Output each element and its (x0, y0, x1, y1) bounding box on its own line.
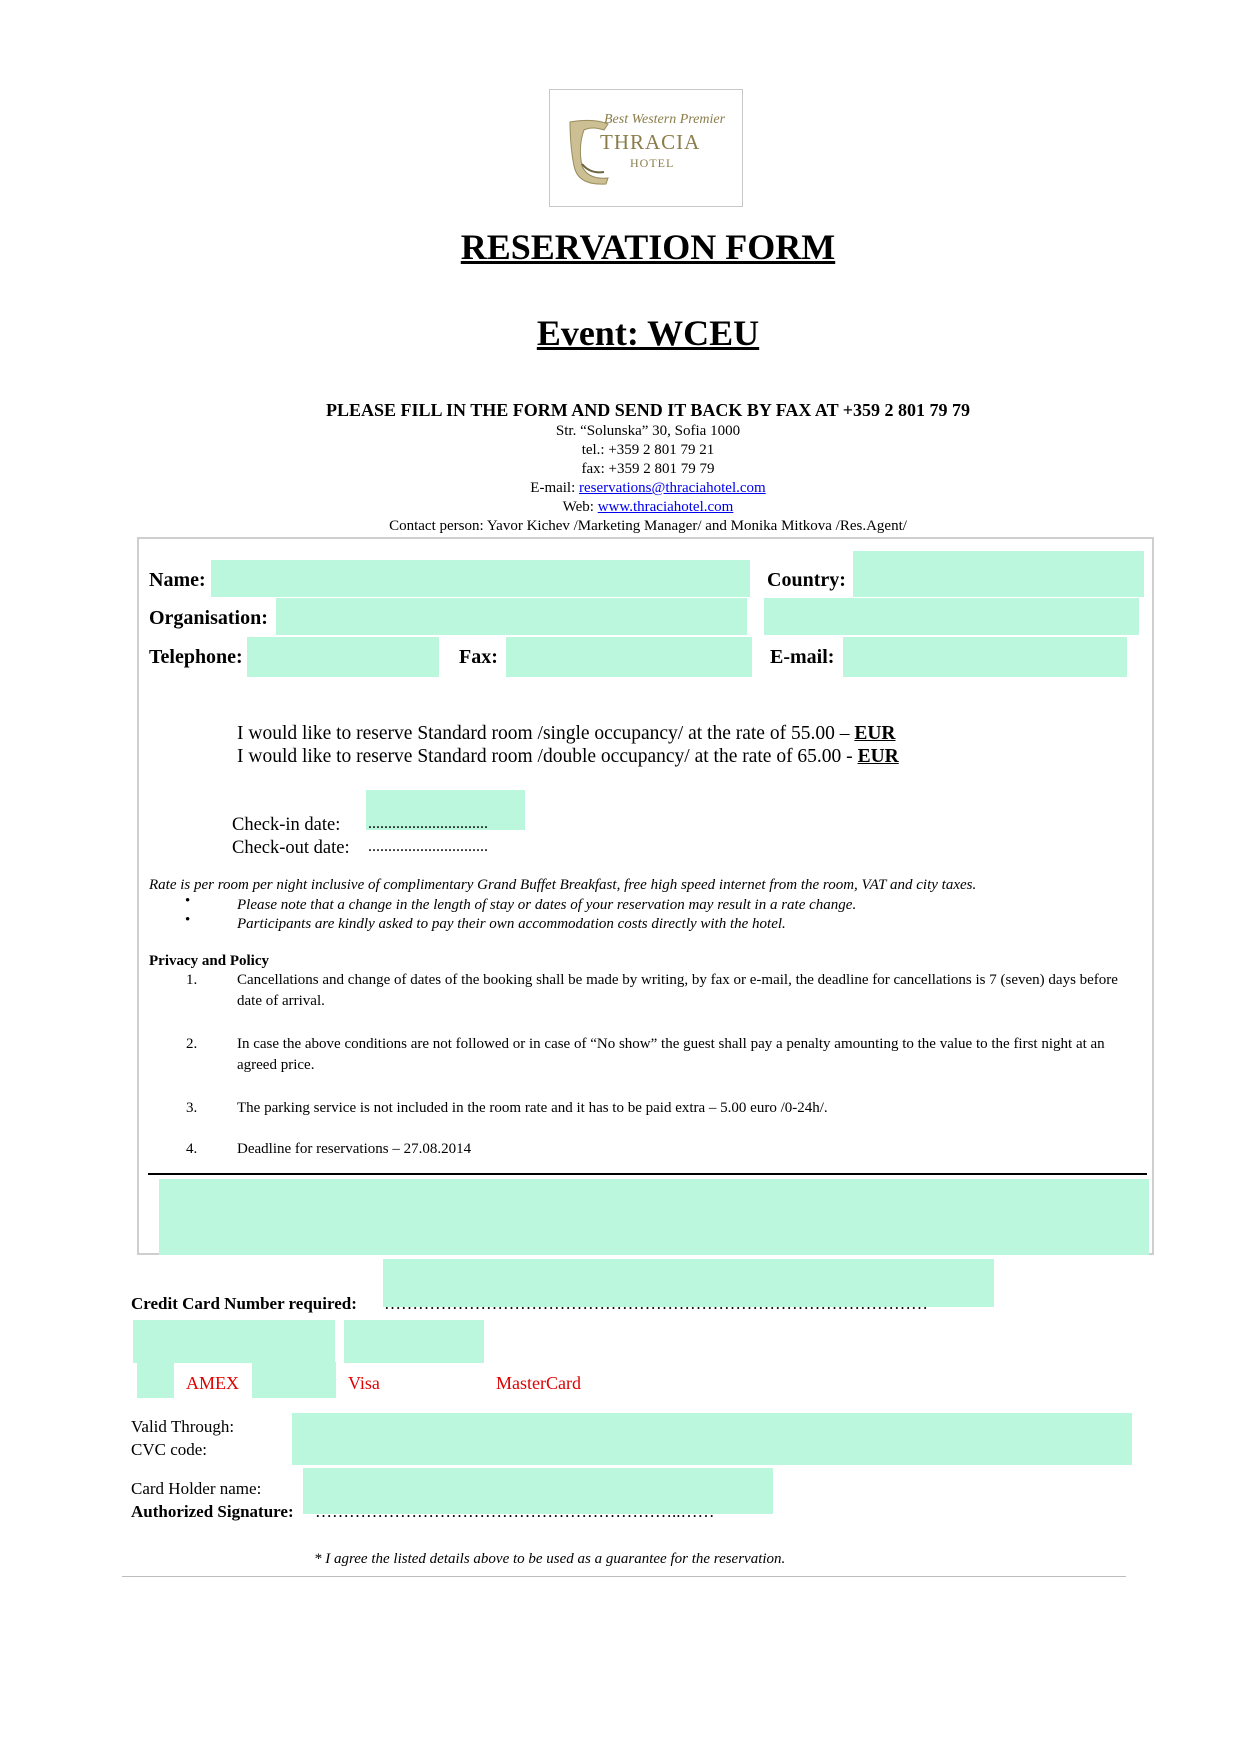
hotel-fax: fax: +359 2 801 79 79 (581, 461, 715, 477)
country-field[interactable] (853, 551, 1144, 597)
hotel-email-row (0, 479, 1239, 498)
card-extra-field-1[interactable] (133, 1320, 335, 1363)
cvc-label: CVC code: (131, 1440, 208, 1459)
policy-heading: Privacy and Policy (149, 953, 269, 969)
hotel-web-link[interactable]: www.thraciahotel.com (597, 499, 734, 515)
card-type-mastercard: MasterCard (496, 1373, 581, 1393)
signature-dots: ………………………………………………………..…… (315, 1502, 715, 1521)
double-rate-line (237, 746, 899, 768)
single-rate-line (237, 723, 896, 745)
country-label: Country: (767, 569, 846, 591)
hotel-email-label: E-mail: (530, 480, 580, 496)
card-holder-label: Card Holder name: (131, 1479, 262, 1498)
amex-checkbox[interactable] (137, 1362, 174, 1398)
telephone-field[interactable] (247, 637, 439, 677)
organisation-label: Organisation: (149, 607, 268, 629)
hotel-tel: tel.: +359 2 801 79 21 (581, 442, 715, 458)
policy-text-2: In case the above conditions are not followed or in case of “No show” the guest shall pay a penalty amounting to the value to the first night at an agreed price. (237, 1036, 1105, 1073)
policy-num-4: 4. (186, 1141, 198, 1157)
policy-num-1: 1. (186, 972, 198, 988)
note-bullet-1: Please note that a change in the length of stay or dates of your reservation may result in a rate change. (237, 897, 857, 913)
agreement-note: * I agree the listed details above to be used as a guarantee for the reservation. (314, 1551, 786, 1567)
name-label: Name: (149, 569, 206, 591)
fax-field[interactable] (506, 637, 752, 677)
credit-card-label: Credit Card Number required: (131, 1294, 357, 1313)
rate-info: Rate is per room per night inclusive of complimentary Grand Buffet Breakfast, free high speed internet from the room, VAT and city taxes. (149, 877, 977, 893)
card-extra-field-2[interactable] (344, 1320, 484, 1363)
checkout-dots: .............................. (368, 838, 488, 855)
policy-divider (148, 1173, 1147, 1175)
valid-cvc-field[interactable] (292, 1413, 1132, 1465)
policy-text-3: The parking service is not included in the room rate and it has to be paid extra – 5.00 euro /0-24h/. (237, 1100, 828, 1116)
policy-text-4: Deadline for reservations – 27.08.2014 (237, 1141, 472, 1157)
bullet-dot-1: • (185, 893, 191, 909)
name-field[interactable] (211, 560, 750, 597)
single-rate-text: I would like to reserve Standard room /single occupancy/ at the rate of 55.00 – (237, 723, 855, 744)
card-type-amex: AMEX (186, 1373, 239, 1393)
contact-person: Contact person: Yavor Kichev /Marketing Manager/ and Monika Mitkova /Res.Agent/ (389, 518, 907, 534)
telephone-label: Telephone: (149, 646, 243, 668)
logo-line-1: Best Western Premier (604, 112, 726, 127)
event-title: Event: WCEU (536, 313, 760, 353)
double-rate-currency: EUR (857, 746, 899, 767)
fax-instruction: PLEASE FILL IN THE FORM AND SEND IT BACK BY FAX AT +359 2 801 79 79 (325, 400, 971, 420)
single-rate-currency: EUR (854, 723, 896, 744)
checkin-dots: .............................. (368, 815, 488, 832)
fax-label: Fax: (459, 646, 498, 668)
email-field[interactable] (843, 637, 1127, 677)
organisation-field[interactable] (276, 598, 747, 635)
note-bullet-2: Participants are kindly asked to pay their own accommodation costs directly with the hotel. (237, 916, 786, 932)
credit-card-dots: …………………………………………………………………………………… (384, 1294, 928, 1313)
bullet-dot-2: • (185, 912, 191, 928)
policy-text-1: Cancellations and change of dates of the booking shall be made by writing, by fax or e-mail, the deadline for cancellations is 7 (seven) days before date of arrival. (237, 972, 1118, 1009)
valid-through-label: Valid Through: (131, 1417, 235, 1436)
logo-line-3: HOTEL (630, 156, 675, 170)
policy-num-2: 2. (186, 1036, 198, 1052)
page-title: RESERVATION FORM (460, 227, 836, 267)
hotel-web-row (0, 498, 1239, 517)
notes-field[interactable] (159, 1179, 1149, 1255)
signature-label: Authorized Signature: (131, 1502, 294, 1521)
card-type-visa: Visa (348, 1373, 380, 1393)
policy-num-3: 3. (186, 1100, 198, 1116)
checkout-label: Check-out date: (232, 838, 350, 858)
double-rate-text: I would like to reserve Standard room /double occupancy/ at the rate of 65.00 - (237, 746, 858, 767)
visa-checkbox[interactable] (252, 1362, 336, 1398)
footer-divider (122, 1576, 1126, 1577)
hotel-address: Str. “Solunska” 30, Sofia 1000 (555, 423, 741, 439)
checkin-label: Check-in date: (232, 815, 341, 835)
hotel-email-link[interactable]: reservations@thraciahotel.com (579, 480, 766, 496)
organisation-extra-field[interactable] (764, 598, 1139, 635)
hotel-logo (549, 89, 743, 207)
hotel-web-label: Web: (562, 499, 598, 515)
email-label: E-mail: (770, 646, 835, 668)
logo-line-2: THRACIA (600, 130, 701, 154)
